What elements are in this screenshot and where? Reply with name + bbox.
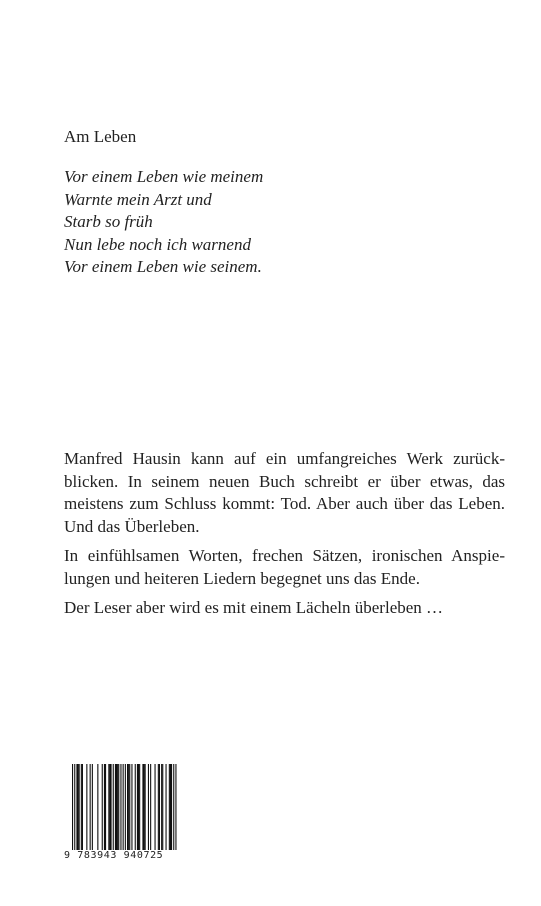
- blurb-paragraph: Manfred Hausin kann auf ein umfangreiches Werk zurückblicken. In seinem neuen Buch schreibt er über etwas, das meistens zum Schluss kommt: Tod. Aber auch über das Leben. Und das Überleben.: [64, 449, 505, 536]
- poem-line: Vor einem Leben wie meinem: [64, 167, 264, 186]
- barcode-bar: [111, 764, 112, 850]
- isbn-digits: 9 783943 940725: [64, 850, 178, 861]
- poem-title: Am Leben: [64, 127, 137, 146]
- barcode-bar: [162, 764, 163, 850]
- barcode-bar: [81, 764, 82, 850]
- barcode-bar: [76, 764, 77, 850]
- barcode-bar: [171, 764, 172, 850]
- poem-line: Starb so früh: [64, 212, 153, 231]
- barcode-bar: [82, 764, 83, 850]
- barcode-bar: [158, 764, 159, 850]
- poem-line: Vor einem Leben wie seinem.: [64, 257, 262, 276]
- barcode-bar: [161, 764, 162, 850]
- blurb-paragraph: In einfühlsamen Worten, frechen Sätzen, ironischen Anspielungen und heiteren Liedern begegnet uns das Ende.: [64, 546, 505, 588]
- barcode-bar: [79, 764, 80, 850]
- barcode-bar: [105, 764, 106, 850]
- barcode-bar: [78, 764, 79, 850]
- barcode-bar: [142, 764, 143, 850]
- barcode-bar: [113, 764, 114, 850]
- barcode-bar: [74, 764, 75, 860]
- barcode-bar: [169, 764, 170, 850]
- barcode-bar: [155, 764, 156, 850]
- barcode-bar: [175, 764, 176, 860]
- barcode-bar: [92, 764, 93, 850]
- barcode-bar: [135, 764, 136, 850]
- barcode-bar: [116, 764, 117, 850]
- barcode-bar: [166, 764, 167, 850]
- barcode-bar: [137, 764, 138, 850]
- barcode-bar: [97, 764, 98, 850]
- barcode-bar: [170, 764, 171, 850]
- poem-line: Nun lebe noch ich warnend: [64, 234, 251, 254]
- barcode-bar: [148, 764, 149, 850]
- barcode-bar: [128, 764, 129, 850]
- barcode-bar: [173, 764, 174, 860]
- barcode-bar: [90, 764, 91, 850]
- barcode-bar: [123, 764, 124, 860]
- barcode-bar: [115, 764, 116, 850]
- barcode-bar: [127, 764, 128, 850]
- barcode-bar: [125, 764, 126, 860]
- back-cover-blurb: [64, 448, 505, 627]
- barcode-bar: [108, 764, 109, 850]
- barcode-bar: [145, 764, 146, 850]
- barcode-bar: [139, 764, 140, 850]
- blurb-paragraph: Der Leser aber wird es mit einem Lächeln überleben …: [64, 598, 444, 617]
- barcode-bar: [117, 764, 118, 850]
- poem-line: Warnte mein Arzt und: [64, 189, 212, 209]
- barcode-bar: [72, 764, 73, 860]
- barcode-bar: [118, 764, 119, 850]
- barcode-bar: [104, 764, 105, 850]
- barcode-bar: [102, 764, 103, 850]
- barcode-bar: [120, 764, 121, 850]
- barcode-bar: [131, 764, 132, 850]
- ean13-barcode-icon: [64, 764, 178, 862]
- barcode-bar: [86, 764, 87, 850]
- poem: [64, 166, 263, 279]
- barcode: [64, 764, 178, 868]
- barcode-bar: [138, 764, 139, 850]
- barcode-bar: [159, 764, 160, 850]
- barcode-bar: [144, 764, 145, 850]
- barcode-bar: [129, 764, 130, 850]
- barcode-bar: [150, 764, 151, 850]
- barcode-bar: [109, 764, 110, 850]
